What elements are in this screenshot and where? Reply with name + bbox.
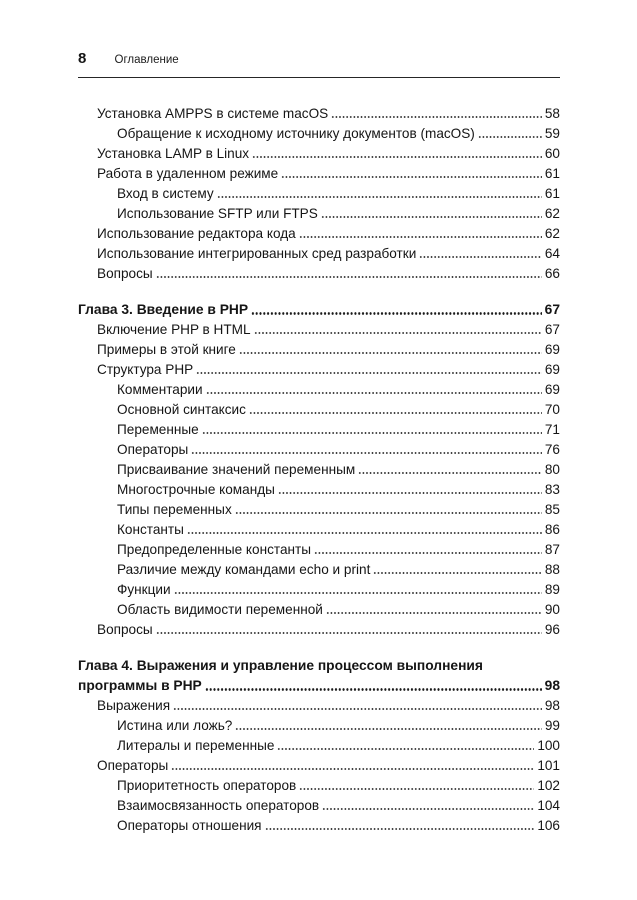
leader-dots bbox=[331, 104, 542, 124]
toc-entry bbox=[78, 500, 560, 520]
toc-entry-page-number: 96 bbox=[544, 622, 560, 637]
leader-dots bbox=[202, 420, 542, 440]
toc-entry-title: Многострочные команды bbox=[117, 482, 275, 497]
chapter-title: Глава 4. Выражения и управление процессом выполнения bbox=[78, 658, 483, 673]
leader-dots bbox=[239, 340, 542, 360]
chapter-heading bbox=[78, 676, 560, 696]
leader-dots bbox=[314, 540, 542, 560]
toc-entry bbox=[78, 620, 560, 640]
leader-dots bbox=[252, 144, 542, 164]
toc-entry bbox=[78, 144, 560, 164]
toc-entry bbox=[78, 816, 560, 836]
toc-entry-title: Приоритетность операторов bbox=[117, 778, 297, 793]
leader-dots bbox=[322, 796, 534, 816]
toc-sections bbox=[78, 104, 560, 836]
toc-entry-page-number: 66 bbox=[544, 266, 560, 281]
toc-entry-title: Примеры в этой книге bbox=[97, 342, 236, 357]
toc-entry-page-number: 60 bbox=[544, 146, 560, 161]
running-head-title: Оглавление bbox=[114, 54, 179, 66]
leader-dots bbox=[249, 400, 542, 420]
toc-entry-title: Область видимости переменной bbox=[117, 602, 323, 617]
toc-entry-page-number: 70 bbox=[544, 402, 560, 417]
toc-entry-title: Использование редактора кода bbox=[97, 226, 296, 241]
toc-entry bbox=[78, 244, 560, 264]
leader-dots bbox=[174, 580, 542, 600]
leader-dots bbox=[171, 756, 534, 776]
leader-dots bbox=[205, 676, 542, 696]
toc-entry-page-number: 71 bbox=[544, 422, 560, 437]
toc-entry bbox=[78, 520, 560, 540]
toc-entry bbox=[78, 560, 560, 580]
toc-entry-page-number: 80 bbox=[544, 462, 560, 477]
toc-entry bbox=[78, 480, 560, 500]
toc-section bbox=[78, 656, 560, 836]
toc-entry-page-number: 76 bbox=[544, 442, 560, 457]
toc-entry-title: Переменные bbox=[117, 422, 199, 437]
toc-entry-title: Взаимосвязанность операторов bbox=[117, 798, 320, 813]
leader-dots bbox=[206, 380, 542, 400]
toc-entry bbox=[78, 540, 560, 560]
leader-dots bbox=[156, 620, 542, 640]
leader-dots bbox=[277, 736, 534, 756]
toc-entry-page-number: 69 bbox=[544, 382, 560, 397]
toc-entry-page-number: 58 bbox=[544, 106, 560, 121]
toc-entry-title: Константы bbox=[117, 522, 184, 537]
toc-entry-title: Истина или ложь? bbox=[117, 718, 233, 733]
chapter-heading bbox=[78, 656, 560, 676]
toc-entry-title: Различие между командами echo и print bbox=[117, 562, 371, 577]
toc-entry-page-number: 87 bbox=[544, 542, 560, 557]
page-number: 8 bbox=[78, 50, 87, 67]
toc-entry bbox=[78, 460, 560, 480]
toc-entry bbox=[78, 440, 560, 460]
toc-entry-title: Включение PHP в HTML bbox=[97, 322, 251, 337]
toc-entry-title: Вход в систему bbox=[117, 186, 214, 201]
toc-entry bbox=[78, 184, 560, 204]
toc-entry bbox=[78, 164, 560, 184]
toc-section bbox=[78, 300, 560, 640]
leader-dots bbox=[187, 520, 542, 540]
leader-dots bbox=[326, 600, 542, 620]
chapter-title: программы в PHP bbox=[78, 678, 202, 693]
toc-entry bbox=[78, 124, 560, 144]
toc-entry-title: Комментарии bbox=[117, 382, 203, 397]
toc-entry-title: Функции bbox=[117, 582, 171, 597]
toc-entry bbox=[78, 224, 560, 244]
toc-entry-page-number: 62 bbox=[544, 226, 560, 241]
toc-entry-page-number: 101 bbox=[537, 758, 560, 773]
toc-entry-title: Работа в удаленном режиме bbox=[97, 166, 279, 181]
leader-dots bbox=[299, 776, 534, 796]
toc-entry-title: Предопределенные константы bbox=[117, 542, 312, 557]
leader-dots bbox=[358, 460, 542, 480]
toc-entry-title: Вопросы bbox=[97, 622, 153, 637]
leader-dots bbox=[251, 300, 542, 320]
toc-entry-title: Литералы и переменные bbox=[117, 738, 275, 753]
leader-dots bbox=[254, 320, 542, 340]
toc-entry-page-number: 100 bbox=[537, 738, 560, 753]
toc-entry-page-number: 90 bbox=[544, 602, 560, 617]
toc-entry bbox=[78, 580, 560, 600]
leader-dots bbox=[373, 560, 542, 580]
toc-entry-title: Основной синтаксис bbox=[117, 402, 246, 417]
toc-entry bbox=[78, 716, 560, 736]
toc-entry bbox=[78, 736, 560, 756]
toc-entry-page-number: 69 bbox=[544, 362, 560, 377]
toc-entry-page-number: 102 bbox=[537, 778, 560, 793]
toc-entry-page-number: 86 bbox=[544, 522, 560, 537]
leader-dots bbox=[265, 816, 535, 836]
toc-entry bbox=[78, 360, 560, 380]
toc-entry-page-number: 69 bbox=[544, 342, 560, 357]
toc-entry bbox=[78, 204, 560, 224]
toc-entry bbox=[78, 420, 560, 440]
leader-dots bbox=[235, 500, 542, 520]
toc-entry-title: Структура PHP bbox=[97, 362, 194, 377]
toc-entry-page-number: 62 bbox=[544, 206, 560, 221]
toc-entry bbox=[78, 796, 560, 816]
toc-entry bbox=[78, 320, 560, 340]
toc-entry-title: Типы переменных bbox=[117, 502, 232, 517]
toc-entry-page-number: 64 bbox=[544, 246, 560, 261]
chapter-page-number: 67 bbox=[544, 302, 560, 317]
leader-dots bbox=[196, 360, 542, 380]
toc-entry-page-number: 67 bbox=[544, 322, 560, 337]
leader-dots bbox=[278, 480, 542, 500]
toc-entry-title: Обращение к исходному источнику документов (macOS) bbox=[117, 126, 475, 141]
toc-entry-title: Операторы bbox=[117, 442, 189, 457]
chapter-page-number: 98 bbox=[544, 678, 560, 693]
toc-entry-page-number: 61 bbox=[544, 186, 560, 201]
toc-entry-page-number: 83 bbox=[544, 482, 560, 497]
leader-dots bbox=[478, 124, 542, 144]
toc-entry-title: Выражения bbox=[97, 698, 171, 713]
toc-entry bbox=[78, 696, 560, 716]
leader-dots bbox=[173, 696, 542, 716]
chapter-title: Глава 3. Введение в PHP bbox=[78, 302, 249, 317]
leader-dots bbox=[321, 204, 542, 224]
toc-entry-page-number: 59 bbox=[544, 126, 560, 141]
toc-entry bbox=[78, 756, 560, 776]
toc-entry-title: Операторы отношения bbox=[117, 818, 262, 833]
chapter-heading bbox=[78, 300, 560, 320]
toc-entry-page-number: 99 bbox=[544, 718, 560, 733]
toc-entry bbox=[78, 776, 560, 796]
toc-entry bbox=[78, 400, 560, 420]
toc-entry-title: Вопросы bbox=[97, 266, 153, 281]
toc-section bbox=[78, 104, 560, 284]
toc-entry bbox=[78, 104, 560, 124]
leader-dots bbox=[235, 716, 542, 736]
toc-entry bbox=[78, 600, 560, 620]
toc-entry-page-number: 98 bbox=[544, 698, 560, 713]
leader-dots bbox=[156, 264, 542, 284]
toc-entry-title: Установка AMPPS в системе macOS bbox=[97, 106, 329, 121]
leader-dots bbox=[281, 164, 542, 184]
toc-entry bbox=[78, 380, 560, 400]
toc-entry-page-number: 104 bbox=[537, 798, 560, 813]
toc-entry-page-number: 85 bbox=[544, 502, 560, 517]
toc-entry-title: Установка LAMP в Linux bbox=[97, 146, 250, 161]
toc-entry-title: Операторы bbox=[97, 758, 169, 773]
toc-entry-page-number: 61 bbox=[544, 166, 560, 181]
leader-dots bbox=[419, 244, 542, 264]
toc-entry-page-number: 88 bbox=[544, 562, 560, 577]
leader-dots bbox=[191, 440, 542, 460]
toc-entry bbox=[78, 264, 560, 284]
leader-dots bbox=[217, 184, 542, 204]
toc-entry-page-number: 89 bbox=[544, 582, 560, 597]
toc-entry-title: Использование SFTP или FTPS bbox=[117, 206, 318, 221]
toc-entry-title: Использование интегрированных сред разработки bbox=[97, 246, 417, 261]
toc-entry-title: Присваивание значений переменным bbox=[117, 462, 356, 477]
running-head bbox=[78, 50, 560, 78]
toc-entry-page-number: 106 bbox=[537, 818, 560, 833]
toc-entry bbox=[78, 340, 560, 360]
leader-dots bbox=[299, 224, 542, 244]
